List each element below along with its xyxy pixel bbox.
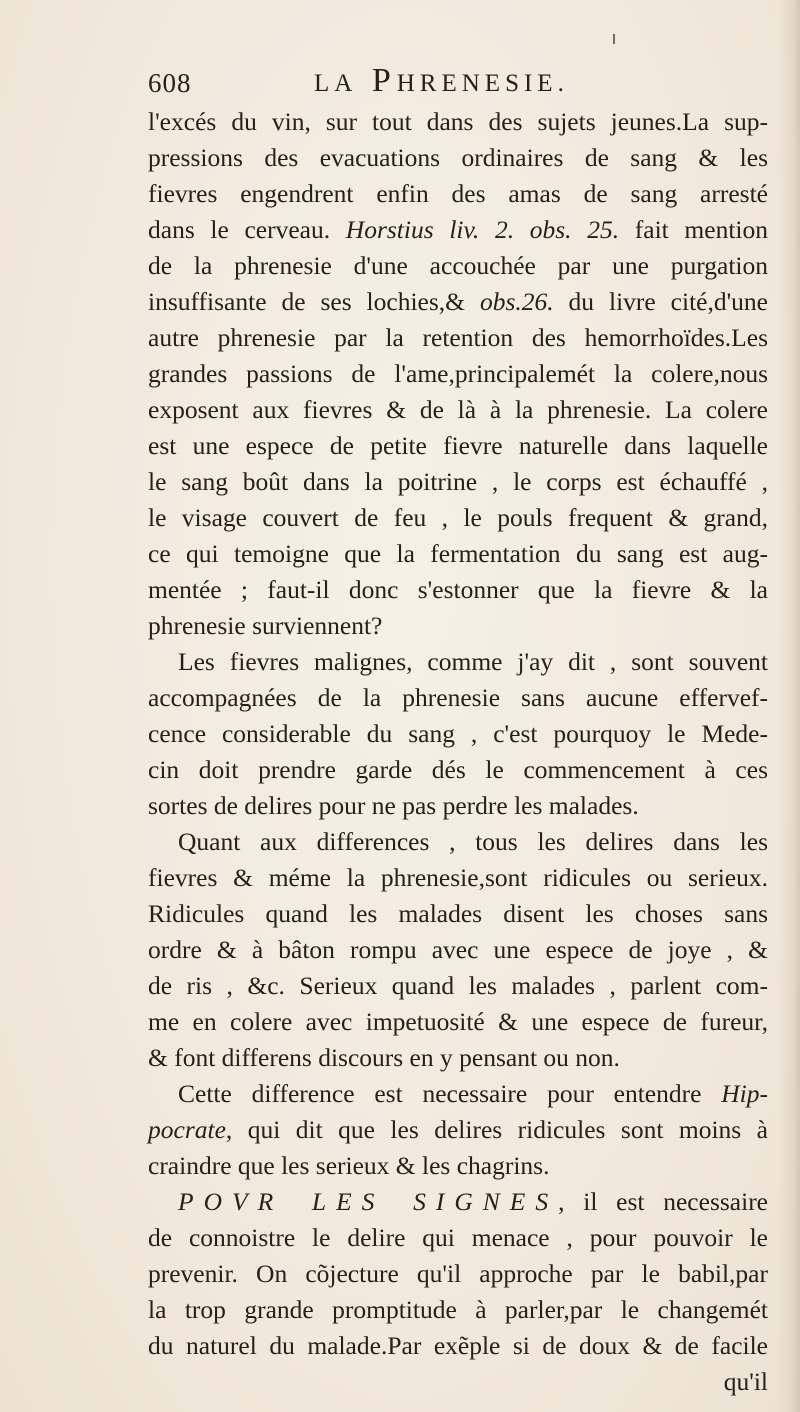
text-line-content: le visage couvert de feu , le pouls frequent & grand, — [148, 503, 768, 532]
ink-speck — [613, 34, 615, 44]
text-line-content: du naturel du malade.Par exẽple si de doux & de facile — [148, 1331, 768, 1360]
text-line-content: dans le cerveau. — [148, 215, 346, 244]
text-line — [148, 1184, 768, 1220]
text-line — [148, 860, 768, 896]
text-line-content: de la phrenesie d'une accouchée par une purgation — [148, 251, 768, 280]
text-line — [148, 356, 768, 392]
text-line — [148, 824, 768, 860]
text-line-content: pressions des evacuations ordinaires de sang & les — [148, 143, 768, 172]
text-line — [148, 716, 768, 752]
text-line-content: cence considerable du sang , c'est pourquoy le Mede- — [148, 719, 768, 748]
text-line — [148, 1364, 768, 1400]
page-edge-shadow — [778, 0, 800, 1412]
text-line — [148, 1148, 768, 1184]
text-line-content: craindre que les serieux & les chagrins. — [148, 1151, 550, 1180]
text-line — [148, 500, 768, 536]
text-line — [148, 176, 768, 212]
section-heading-caps: POVR LES SIGNES — [178, 1187, 559, 1216]
text-line — [148, 1256, 768, 1292]
text-line — [148, 1004, 768, 1040]
text-line — [148, 248, 768, 284]
text-line-content: , il est necessaire — [558, 1187, 768, 1216]
page-number: 608 — [148, 68, 192, 98]
text-line — [148, 104, 768, 140]
italic-reference: Horstius liv. 2. obs. 25. — [345, 215, 620, 244]
text-line-content: le sang boût dans la poitrine , le corps est échauffé , — [148, 467, 768, 496]
running-title-article: LA — [314, 70, 358, 97]
running-title-initial: P — [371, 62, 397, 99]
text-line-content: de connoistre le delire qui menace , pour pouvoir le — [148, 1223, 768, 1252]
text-line — [148, 536, 768, 572]
text-line-content: fievres & méme la phrenesie,sont ridicules ou serieux. — [148, 863, 768, 892]
text-line — [148, 428, 768, 464]
body-text — [148, 104, 768, 1400]
text-line-content: sortes de delires pour ne pas perdre les malades. — [148, 791, 639, 820]
text-line — [148, 644, 768, 680]
text-line-content: fievres engendrent enfin des amas de sang arresté — [148, 179, 768, 208]
text-line — [148, 1076, 768, 1112]
text-line — [148, 608, 768, 644]
text-line-content: Cette difference est necessaire pour entendre — [178, 1079, 722, 1108]
text-line-content: cin doit prendre garde dés le commencement à ces — [148, 755, 768, 784]
text-line-content: prevenir. On cõjecture qu'il approche par le babil,par — [148, 1259, 768, 1288]
text-line-content: Les fievres malignes, comme j'ay dit , sont souvent — [178, 647, 768, 676]
text-line-content: exposent aux fievres & de là à la phrenesie. La colere — [148, 395, 768, 424]
text-line-content: de ris , &c. Serieux quand les malades , parlent com- — [148, 971, 768, 1000]
text-line-content: du livre cité,d'une — [553, 287, 769, 316]
running-title-rest: HRENESIE. — [396, 70, 569, 97]
text-line-content: insuffisante de ses lochies,& — [148, 287, 480, 316]
text-line — [148, 968, 768, 1004]
text-line — [148, 680, 768, 716]
text-line — [148, 464, 768, 500]
italic-reference: Hip- — [721, 1079, 768, 1108]
text-line-content: Quant aux differences , tous les delires dans les — [178, 827, 768, 856]
text-line — [148, 752, 768, 788]
text-line — [148, 932, 768, 968]
text-line-content: l'excés du vin, sur tout dans des sujets jeunes.La sup- — [148, 107, 768, 136]
italic-reference: pocrate — [148, 1115, 226, 1144]
text-line — [148, 896, 768, 932]
text-line — [148, 1112, 768, 1148]
text-line — [148, 572, 768, 608]
text-line-content: phrenesie surviennent? — [148, 611, 383, 640]
text-line-content: , qui dit que les delires ridicules sont moins à — [225, 1115, 768, 1144]
text-line-content: Ridicules quand les malades disent les choses sans — [148, 899, 768, 928]
text-line-content: qu'il — [723, 1367, 768, 1396]
text-line — [148, 788, 768, 824]
text-line — [148, 212, 768, 248]
text-line-content: me en colere avec impetuosité & une espece de fureur, — [148, 1007, 768, 1036]
text-line-content: ce qui temoigne que la fermentation du sang est aug- — [148, 539, 768, 568]
text-line — [148, 284, 768, 320]
text-line-content: la trop grande promptitude à parler,par le changemét — [148, 1295, 768, 1324]
text-line-content: & font differens discours en y pensant ou non. — [148, 1043, 620, 1072]
text-line-content: grandes passions de l'ame,principalemét la colere,nous — [148, 359, 768, 388]
text-line — [148, 140, 768, 176]
text-line-content: autre phrenesie par la retention des hemorrhoïdes.Les — [148, 323, 768, 352]
text-line — [148, 320, 768, 356]
text-line-content: mentée ; faut-il donc s'estonner que la fievre & la — [148, 575, 768, 604]
text-line — [148, 392, 768, 428]
text-line-content: est une espece de petite fievre naturelle dans laquelle — [148, 431, 768, 460]
text-line-content: fait mention — [619, 215, 768, 244]
text-line — [148, 1220, 768, 1256]
running-title — [314, 62, 569, 100]
text-line — [148, 1328, 768, 1364]
text-line-content: ordre & à bâton rompu avec une espece de joye , & — [148, 935, 768, 964]
italic-reference: obs.26. — [479, 287, 554, 316]
text-line — [148, 1040, 768, 1076]
text-line-content: accompagnées de la phrenesie sans aucune effervef- — [148, 683, 768, 712]
text-line — [148, 1292, 768, 1328]
page-header — [148, 62, 708, 102]
